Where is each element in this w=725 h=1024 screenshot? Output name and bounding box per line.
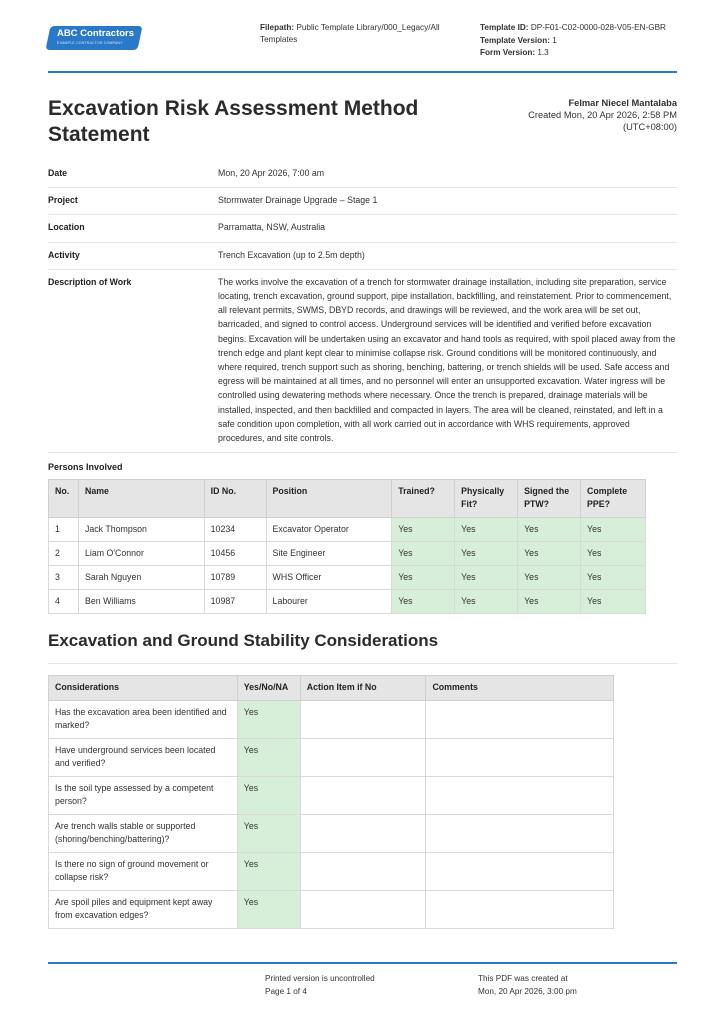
creator-name: Felmar Niecel Mantalaba	[568, 98, 677, 108]
considerations-section-title: Excavation and Ground Stability Considerations	[48, 631, 439, 650]
person-name: Ben Williams	[78, 590, 204, 614]
person-trained: Yes	[392, 590, 455, 614]
template-id-label: Template ID:	[480, 23, 529, 32]
consideration-text: Have underground services been located and verified?	[49, 739, 238, 777]
consideration-answer: Yes	[237, 777, 300, 815]
col-ppe: Complete PPE?	[581, 480, 646, 518]
table-row	[49, 815, 614, 853]
considerations-table	[48, 675, 614, 929]
details-row-activity	[48, 242, 677, 269]
col-action: Action Item if No	[300, 676, 426, 701]
consideration-comments	[426, 891, 614, 929]
col-comments: Comments	[426, 676, 614, 701]
person-position: Excavator Operator	[266, 518, 392, 542]
consideration-comments	[426, 777, 614, 815]
page-title: Excavation Risk Assessment Method Statement	[48, 97, 419, 146]
location-label: Location	[48, 215, 218, 242]
table-row	[49, 542, 646, 566]
consideration-text: Are trench walls stable or supported (shoring/benching/battering)?	[49, 815, 238, 853]
table-row	[49, 777, 614, 815]
consideration-action	[300, 815, 426, 853]
footer-created-info	[478, 972, 577, 998]
person-name: Jack Thompson	[78, 518, 204, 542]
col-answer: Yes/No/NA	[237, 676, 300, 701]
footer-page-info	[265, 972, 375, 998]
uncontrolled-notice: Printed version is uncontrolled	[265, 974, 375, 983]
col-no: No.	[49, 480, 79, 518]
pdf-created-label: This PDF was created at	[478, 974, 568, 983]
consideration-text: Are spoil piles and equipment kept away from excavation edges?	[49, 891, 238, 929]
template-id-value: DP-F01-C02-0000-028-V05-EN-GBR	[530, 23, 666, 32]
details-row-project	[48, 188, 677, 215]
person-position: Labourer	[266, 590, 392, 614]
page-number: Page 1 of 4	[265, 987, 307, 996]
project-value: Stormwater Drainage Upgrade – Stage 1	[218, 188, 677, 215]
filepath-label: Filepath:	[260, 23, 295, 32]
details-row-location	[48, 215, 677, 242]
person-ptw: Yes	[518, 590, 581, 614]
page-header	[48, 18, 677, 74]
person-no: 4	[49, 590, 79, 614]
logo-tagline: EXAMPLE CONTRACTOR COMPANY	[56, 41, 123, 45]
person-ptw: Yes	[518, 518, 581, 542]
consideration-answer: Yes	[237, 891, 300, 929]
creator-info	[528, 97, 677, 133]
description-value: The works involve the excavation of a trench for stormwater drainage installation, including site preparation, service locating, trench excavation, ground support, pipe installation, backfilling, and reinstatement. Prior to commencement, all relevant permits, SWMS, DBYD records, and drawings will be reviewed, and the work area will be set out, barricaded, and signed to control access. Underground services will be identified and verified before excavation begins. Excavation will be undertaken using an excavator and hand tools as required, with spoil placed away from the trench edge and plant kept clear to minimise collapse risk. Ground conditions will be monitored continuously, and where required, trench support such as shoring, benching, battering, or trench shields will be used. Safe access and egress will be maintained at all times, and no personnel will enter an unsupported excavation. Water ingress will be controlled using dewatering methods where necessary. Once the trench is prepared, drainage materials will be installed, inspected, and then backfilled and compacted in layers. The area will be cleaned, reinstated, and left in a safe condition upon completion, with all work carried out in accordance with WHS requirements, approved procedures, and site controls.	[218, 269, 677, 452]
person-ppe: Yes	[581, 566, 646, 590]
person-fit: Yes	[455, 590, 518, 614]
person-fit: Yes	[455, 518, 518, 542]
pdf-created-date: Mon, 20 Apr 2026, 3:00 pm	[478, 987, 577, 996]
person-ppe: Yes	[581, 518, 646, 542]
col-ptw: Signed the PTW?	[518, 480, 581, 518]
consideration-comments	[426, 701, 614, 739]
col-consideration: Considerations	[49, 676, 238, 701]
footer-divider	[48, 962, 677, 964]
consideration-text: Is the soil type assessed by a competent person?	[49, 777, 238, 815]
company-logo	[45, 26, 142, 50]
person-no: 3	[49, 566, 79, 590]
table-row	[49, 739, 614, 777]
person-id: 10789	[204, 566, 266, 590]
table-row	[49, 891, 614, 929]
form-version-label: Form Version:	[480, 48, 536, 57]
project-label: Project	[48, 188, 218, 215]
date-label: Date	[48, 161, 218, 188]
person-position: Site Engineer	[266, 542, 392, 566]
header-divider	[48, 71, 677, 73]
consideration-answer: Yes	[237, 739, 300, 777]
col-position: Position	[266, 480, 392, 518]
table-row	[49, 518, 646, 542]
persons-header-row	[49, 480, 646, 518]
consideration-action	[300, 701, 426, 739]
persons-section-label: Persons Involved	[48, 462, 123, 472]
person-no: 1	[49, 518, 79, 542]
person-ptw: Yes	[518, 542, 581, 566]
person-ppe: Yes	[581, 590, 646, 614]
person-trained: Yes	[392, 542, 455, 566]
consideration-action	[300, 891, 426, 929]
person-ptw: Yes	[518, 566, 581, 590]
col-trained: Trained?	[392, 480, 455, 518]
details-table	[48, 161, 677, 453]
consideration-answer: Yes	[237, 815, 300, 853]
col-name: Name	[78, 480, 204, 518]
considerations-header-row	[49, 676, 614, 701]
consideration-answer: Yes	[237, 701, 300, 739]
logo-text: ABC Contractors	[56, 28, 135, 39]
consideration-comments	[426, 853, 614, 891]
person-id: 10234	[204, 518, 266, 542]
consideration-text: Has the excavation area been identified and marked?	[49, 701, 238, 739]
person-name: Sarah Nguyen	[78, 566, 204, 590]
person-trained: Yes	[392, 518, 455, 542]
section-divider	[48, 663, 677, 664]
created-timezone: (UTC+08:00)	[623, 122, 677, 132]
person-no: 2	[49, 542, 79, 566]
table-row	[49, 701, 614, 739]
created-date: Created Mon, 20 Apr 2026, 2:58 PM	[528, 110, 677, 120]
description-label: Description of Work	[48, 269, 218, 452]
person-ppe: Yes	[581, 542, 646, 566]
consideration-answer: Yes	[237, 853, 300, 891]
person-fit: Yes	[455, 542, 518, 566]
table-row	[49, 590, 646, 614]
activity-value: Trench Excavation (up to 2.5m depth)	[218, 242, 677, 269]
consideration-action	[300, 777, 426, 815]
template-info	[480, 22, 666, 60]
consideration-action	[300, 853, 426, 891]
details-row-date	[48, 161, 677, 188]
template-version-value: 1	[552, 35, 557, 45]
consideration-comments	[426, 739, 614, 777]
consideration-action	[300, 739, 426, 777]
col-fit: Physically Fit?	[455, 480, 518, 518]
form-version-value: 1.3	[537, 48, 549, 57]
consideration-comments	[426, 815, 614, 853]
table-row	[49, 566, 646, 590]
person-name: Liam O'Connor	[78, 542, 204, 566]
details-row-description	[48, 269, 677, 452]
person-position: WHS Officer	[266, 566, 392, 590]
filepath-info	[260, 22, 460, 46]
persons-table	[48, 479, 646, 614]
date-value: Mon, 20 Apr 2026, 7:00 am	[218, 161, 677, 188]
person-trained: Yes	[392, 566, 455, 590]
location-value: Parramatta, NSW, Australia	[218, 215, 677, 242]
consideration-text: Is there no sign of ground movement or collapse risk?	[49, 853, 238, 891]
filepath-value: Public Template Library/000_Legacy/All Templates	[260, 23, 440, 44]
person-id: 10456	[204, 542, 266, 566]
person-fit: Yes	[455, 566, 518, 590]
person-id: 10987	[204, 590, 266, 614]
template-version-label: Template Version:	[480, 35, 550, 45]
table-row	[49, 853, 614, 891]
activity-label: Activity	[48, 242, 218, 269]
col-id: ID No.	[204, 480, 266, 518]
